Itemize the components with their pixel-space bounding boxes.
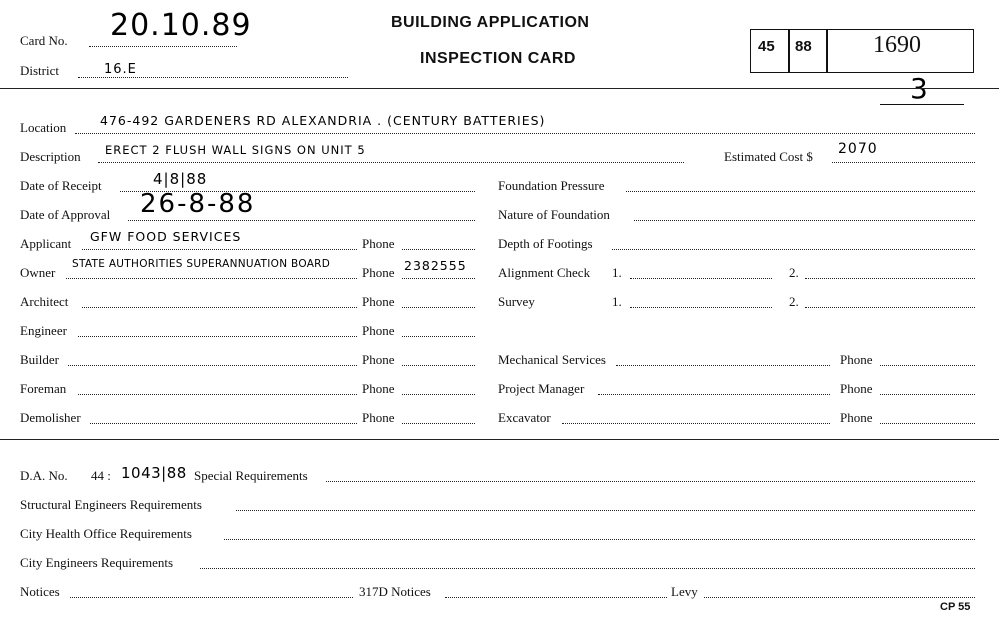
receipt-label: Date of Receipt	[20, 178, 102, 193]
health-label: City Health Office Requirements	[20, 526, 192, 541]
excavator-phone-dots	[880, 423, 975, 424]
owner-value: STATE AUTHORITIES SUPERANNUATION BOARD	[72, 258, 331, 270]
alignment-one-dots	[630, 278, 772, 279]
architect-dots	[82, 307, 357, 308]
ref-box-c-value: 1690	[873, 32, 921, 58]
excavator-phone-label: Phone	[840, 410, 873, 425]
survey-one-label: 1.	[612, 294, 622, 309]
approval-label: Date of Approval	[20, 207, 111, 222]
mechanical-dots	[616, 365, 830, 366]
foundation-pressure-dots	[626, 191, 975, 192]
ref-sub-underline	[880, 104, 964, 105]
survey-one-dots	[630, 307, 772, 308]
location-label: Location	[20, 120, 67, 135]
estimated-cost-label: Estimated Cost $	[724, 149, 813, 164]
health-dots	[224, 539, 975, 540]
owner-label: Owner	[20, 265, 56, 280]
survey-label: Survey	[498, 294, 535, 309]
excavator-dots	[562, 423, 830, 424]
engineer-label: Engineer	[20, 323, 67, 338]
card-no-value: 20.10.89	[110, 8, 252, 43]
header-divider	[0, 88, 999, 89]
foreman-dots	[78, 394, 357, 395]
da-label: D.A. No.	[20, 468, 68, 483]
mechanical-label: Mechanical Services	[498, 352, 606, 367]
foreman-label: Foreman	[20, 381, 67, 396]
excavator-label: Excavator	[498, 410, 551, 425]
builder-phone-label: Phone	[362, 352, 395, 367]
builder-dots	[68, 365, 357, 366]
depth-footings-label: Depth of Footings	[498, 236, 593, 251]
owner-dots	[66, 278, 357, 279]
structural-dots	[236, 510, 975, 511]
da-value: 1043|88	[121, 464, 187, 482]
alignment-two-label: 2.	[789, 265, 799, 280]
ref-box-c-sub: 3	[910, 72, 929, 105]
card-no-dots	[89, 46, 237, 47]
district-value: 16.E	[104, 62, 137, 77]
estimated-cost-value: 2070	[838, 141, 878, 157]
da-prefix: 44 :	[91, 468, 111, 483]
notices-label: Notices	[20, 584, 60, 599]
structural-label: Structural Engineers Requirements	[20, 497, 202, 512]
project-manager-label: Project Manager	[498, 381, 585, 396]
description-value: ERECT 2 FLUSH WALL SIGNS ON UNIT 5	[105, 143, 366, 157]
ref-box-b-value: 88	[795, 38, 812, 55]
depth-footings-dots	[612, 249, 975, 250]
city-eng-label: City Engineers Requirements	[20, 555, 174, 570]
foreman-phone-dots	[402, 394, 475, 395]
district-label: District	[20, 63, 59, 78]
project-manager-dots	[598, 394, 830, 395]
applicant-phone-label: Phone	[362, 236, 395, 251]
description-dots	[98, 162, 684, 163]
notices-317d-dots	[445, 597, 667, 598]
receipt-value: 4|8|88	[153, 170, 208, 188]
applicant-label: Applicant	[20, 236, 72, 251]
estimated-cost-dots	[832, 162, 975, 163]
owner-phone-value: 2382555	[404, 258, 467, 273]
special-dots	[326, 481, 975, 482]
location-value: 476-492 GARDENERS RD ALEXANDRIA . (CENTURY BATTERIES)	[100, 113, 546, 128]
survey-two-dots	[805, 307, 975, 308]
survey-two-label: 2.	[789, 294, 799, 309]
notices-317d-label: 317D Notices	[359, 584, 431, 599]
requirements-divider	[0, 439, 999, 440]
project-manager-phone-dots	[880, 394, 975, 395]
applicant-value: GFW FOOD SERVICES	[90, 229, 242, 244]
foundation-pressure-label: Foundation Pressure	[498, 178, 605, 193]
project-manager-phone-label: Phone	[840, 381, 873, 396]
levy-label: Levy	[671, 584, 698, 599]
demolisher-dots	[90, 423, 357, 424]
builder-label: Builder	[20, 352, 59, 367]
card-title-line2: INSPECTION CARD	[420, 50, 576, 67]
architect-phone-label: Phone	[362, 294, 395, 309]
mechanical-phone-dots	[880, 365, 975, 366]
levy-dots	[704, 597, 975, 598]
nature-foundation-label: Nature of Foundation	[498, 207, 610, 222]
district-dots	[78, 77, 348, 78]
demolisher-label: Demolisher	[20, 410, 81, 425]
location-dots	[75, 133, 975, 134]
applicant-dots	[82, 249, 357, 250]
card-no-label: Card No.	[20, 33, 68, 48]
engineer-phone-dots	[402, 336, 475, 337]
card-title-line1: BUILDING APPLICATION	[391, 14, 590, 31]
engineer-dots	[78, 336, 357, 337]
approval-value: 26-8-88	[140, 189, 256, 219]
city-eng-dots	[200, 568, 975, 569]
form-code: CP 55	[940, 601, 971, 613]
demolisher-phone-dots	[402, 423, 475, 424]
architect-phone-dots	[402, 307, 475, 308]
ref-box-a-value: 45	[758, 38, 775, 55]
alignment-check-label: Alignment Check	[498, 265, 591, 280]
architect-label: Architect	[20, 294, 69, 309]
notices-dots	[70, 597, 353, 598]
applicant-phone-dots	[402, 249, 475, 250]
builder-phone-dots	[402, 365, 475, 366]
special-label: Special Requirements	[194, 468, 308, 483]
approval-dots	[128, 220, 475, 221]
alignment-one-label: 1.	[612, 265, 622, 280]
mechanical-phone-label: Phone	[840, 352, 873, 367]
demolisher-phone-label: Phone	[362, 410, 395, 425]
alignment-two-dots	[805, 278, 975, 279]
engineer-phone-label: Phone	[362, 323, 395, 338]
owner-phone-label: Phone	[362, 265, 395, 280]
nature-foundation-dots	[634, 220, 975, 221]
description-label: Description	[20, 149, 81, 164]
owner-phone-dots	[402, 278, 475, 279]
foreman-phone-label: Phone	[362, 381, 395, 396]
